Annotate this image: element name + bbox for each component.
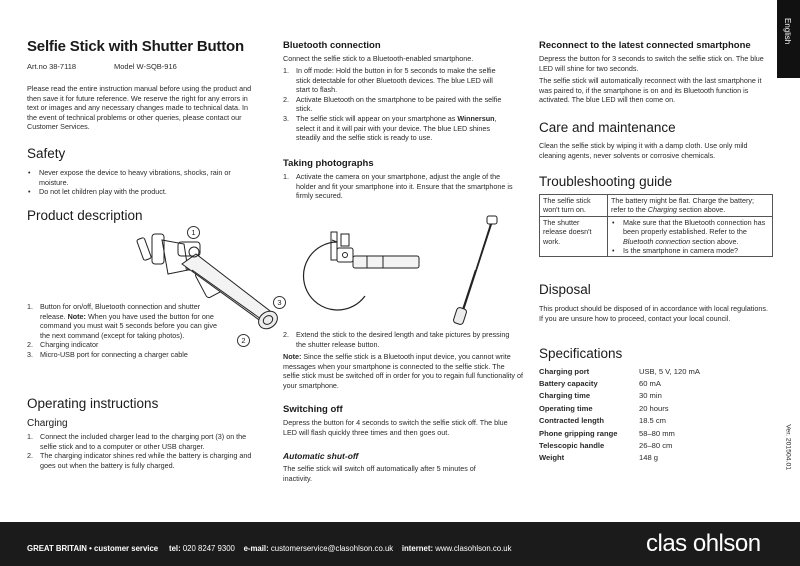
reconnect-text-1: Depress the button for 3 seconds to switch the selfie stick on. The blue LED will shine for two seconds. <box>539 54 764 73</box>
list-item: 2. Activate Bluetooth on the smartphone to be paired with the selfie stick. <box>283 94 502 114</box>
language-tab <box>777 0 800 78</box>
table-row: Telescopic handle 26–80 cm <box>539 440 673 450</box>
table-row: Battery capacity 60 mA <box>539 379 661 389</box>
photos-list-1 <box>283 172 515 201</box>
table-row <box>540 216 773 257</box>
switching-heading: Switching off <box>283 404 343 415</box>
disposal-heading: Disposal <box>539 282 591 297</box>
bluetooth-heading: Bluetooth connection <box>283 40 381 51</box>
solution-cell <box>608 216 773 257</box>
reconnect-text-2: The selfie stick will automatically reconnect with the last smartphone it was paired to, if the smartphone is on and its Bluetooth function is activated. The blue LED will then come on. <box>539 76 762 105</box>
care-heading: Care and maintenance <box>539 120 676 135</box>
table-row: Weight 148 g <box>539 453 659 463</box>
auto-shutoff-text: The selfie stick will switch off automatically after 5 minutes of inactivity. <box>283 464 476 483</box>
photos-list-2 <box>283 330 515 349</box>
table-row: Operating time 20 hours <box>539 403 669 413</box>
problem-cell: The shutter release doesn't work. <box>540 216 608 257</box>
table-row: Charging time 30 min <box>539 391 662 401</box>
version-label: Ver. 201504.01 <box>785 424 792 470</box>
list-item: • Is the smartphone in camera mode? <box>611 246 769 255</box>
troubleshooting-table <box>539 194 773 257</box>
table-row: Charging port USB, 5 V, 120 mA <box>539 366 700 376</box>
reconnect-heading: Reconnect to the latest connected smartphone <box>539 40 751 51</box>
photos-note: Note: Since the selfie stick is a Bluetooth input device, you cannot write messages when your smartphone is connected to the selfie stick. The selfie stick must be switched off in order for you to regain full functionality of your smartphone. <box>283 352 523 390</box>
email-link[interactable]: customerservice@clasohlson.co.uk <box>270 544 394 553</box>
language-label: English <box>783 18 792 45</box>
charging-heading: Charging <box>27 418 68 429</box>
list-item: 2. The charging indicator shines red while the battery is charging and goes out when the battery is fully charged. <box>27 451 252 470</box>
list-item: 1. Button for on/off, Bluetooth connection and shutter release. Note: When you have used the button for one command you must wait 5 seconds before you can give the next command (except for taking photos). <box>27 302 217 340</box>
specs-heading: Specifications <box>539 346 623 361</box>
operating-heading: Operating instructions <box>27 396 159 411</box>
specs-table <box>539 365 769 464</box>
website-link[interactable]: www.clasohlson.co.uk <box>435 544 512 553</box>
troubleshooting-heading: Troubleshooting guide <box>539 174 673 189</box>
brand-logo: clas ohlson <box>646 530 761 557</box>
footer-bar <box>0 522 800 566</box>
list-item: 2. Charging indicator <box>27 340 99 350</box>
list-item: 1. In off mode: Hold the button in for 5 seconds to make the selfie stick detectable for other Bluetooth devices. The blue LED will start to flash. <box>283 66 496 95</box>
solution-cell: The battery might be flat. Charge the battery; refer to the Charging section above. <box>608 195 773 217</box>
page-title: Selfie Stick with Shutter Button <box>27 38 244 55</box>
charging-list <box>27 432 259 470</box>
country-label: GREAT BRITAIN • customer service <box>27 544 159 553</box>
extended-stick-illustration <box>453 212 513 328</box>
switching-text: Depress the button for 4 seconds to switch the selfie stick off. The blue LED will flash quickly three times and then goes out. <box>283 418 508 437</box>
model-number: Model W-SQB-916 <box>114 62 177 71</box>
list-item: 3. Micro-USB port for connecting a charger cable <box>27 349 188 359</box>
list-item: 2. Extend the stick to the desired length and take pictures by pressing the shutter release button. <box>283 330 510 349</box>
care-text: Clean the selfie stick by wiping it with a damp cloth. Use only mild cleaning agents, never solvents or corrosive chemicals. <box>539 141 748 160</box>
list-item: 1. Connect the included charger lead to the charging port (3) on the selfie stick and to a computer or other USB charger. <box>27 432 247 451</box>
article-number: Art.no 38-7118 <box>27 62 77 71</box>
bluetooth-intro: Connect the selfie stick to a Bluetooth-enabled smartphone. <box>283 54 474 63</box>
table-row: Contracted length 18.5 cm <box>539 416 667 426</box>
problem-cell: The selfie stick won't turn on. <box>540 195 608 217</box>
list-item: 3. The selfie stick will appear on your smartphone as Winnersun, select it and it will pair with your device. The blue LED shines steadily and the selfie stick is ready to use. <box>283 113 497 143</box>
photos-heading: Taking photographs <box>283 158 374 169</box>
contact-info: GREAT BRITAIN • customer service tel: 020 8247 9300 e-mail: customerservice@clasohlson.co.uk internet: www.clasohlson.co.uk <box>27 544 512 553</box>
safety-heading: Safety <box>27 146 66 161</box>
list-item: • Make sure that the Bluetooth connection has been properly established. Refer to the Bluetooth connection section above. <box>611 218 769 246</box>
table-row: Phone gripping range 58–80 mm <box>539 428 675 438</box>
holder-rotation-illustration <box>297 212 437 312</box>
list-item: 1. Activate the camera on your smartphone, adjust the angle of the holder and fit your smartphone into it. Ensure that the smartphone is firmly secured. <box>283 172 513 201</box>
safety-list <box>27 168 247 197</box>
product-parts-list <box>27 302 217 360</box>
list-item: • Do not let children play with the product. <box>27 187 247 197</box>
phone-link[interactable]: 020 8247 9300 <box>182 544 235 553</box>
list-item: • Never expose the device to heavy vibrations, shocks, rain or moisture. <box>27 168 247 187</box>
bluetooth-list <box>283 66 505 143</box>
disposal-text: This product should be disposed of in accordance with local regulations. If you are unsure how to proceed, contact your local council. <box>539 304 768 323</box>
callout-2: 2 <box>237 334 250 347</box>
callout-1: 1 <box>187 226 200 239</box>
callout-3: 3 <box>273 296 286 309</box>
intro-text: Please read the entire instruction manual before using the product and then save it for future reference. We reserve the right for any errors in text or images and any necessary changes made to technical data. In the event of technical problems or other queries, please contact our Customer Services. <box>27 84 252 132</box>
product-heading: Product description <box>27 208 143 223</box>
auto-shutoff-heading: Automatic shut-off <box>283 451 359 461</box>
table-row <box>540 195 773 217</box>
